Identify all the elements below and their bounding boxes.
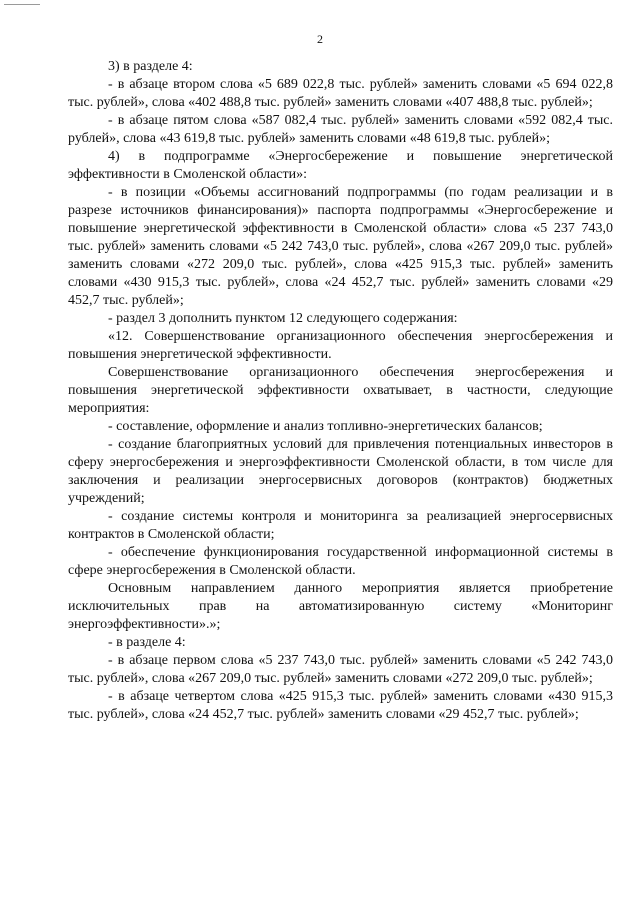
paragraph-subprogram-heading: 4) в подпрограмме «Энергосбережение и повышение энергетической эффективности в Смоленской области»: — [68, 149, 613, 182]
page-number: 2 — [317, 32, 323, 46]
document-body — [68, 58, 613, 724]
paragraph-item12-info-system: - обеспечение функционирования государственной информационной системы в сфере энергосбережения в Смоленской области. — [68, 545, 613, 578]
paragraph-section3-add: - раздел 3 дополнить пунктом 12 следующего содержания: — [108, 311, 458, 326]
paragraph-item12-monitoring: - создание системы контроля и мониторинга за реализацией энергосервисных контрактов в Смоленской области; — [68, 509, 613, 542]
paragraph-item12-title: «12. Совершенствование организационного обеспечения энергосбережения и повышения энергетической эффективности. — [68, 329, 613, 362]
paragraph-section4b-first: - в абзаце первом слова «5 237 743,0 тыс. рублей» заменить словами «5 242 743,0 тыс. рублей», слова «267 209,0 тыс. рублей» заменить словами «272 209,0 тыс. рублей»; — [68, 653, 613, 686]
top-edge-rule — [4, 4, 40, 5]
paragraph-section4b-fourth: - в абзаце четвертом слова «425 915,3 тыс. рублей» заменить словами «430 915,3 тыс. рублей», слова «24 452,7 тыс. рублей» заменить словами «29 452,7 тыс. рублей»; — [68, 689, 613, 722]
paragraph-item12-intro: Совершенствование организационного обеспечения энергосбережения и повышения энергетической эффективности охватывает, в частности, следующие мероприятия: — [68, 365, 613, 416]
paragraph-section4-second: - в абзаце втором слова «5 689 022,8 тыс. рублей» заменить словами «5 694 022,8 тыс. рублей», слова «402 488,8 тыс. рублей» заменить словами «407 488,8 тыс. рублей»; — [68, 77, 613, 110]
paragraph-item12-main-direction: Основным направлением данного мероприятия является приобретение исключительных прав на автоматизированную систему «Мониторинг энергоэффективности».»; — [68, 581, 613, 632]
paragraph-item12-balances: - составление, оформление и анализ топливно-энергетических балансов; — [108, 419, 543, 434]
paragraph-item12-investors: - создание благоприятных условий для привлечения потенциальных инвесторов в сферу энергосбережения и энергоэффективности Смоленской области, в том числе для заключения и реализации энергосервисных договоров (контрактов) бюджетных учреждений; — [68, 437, 613, 506]
paragraph-section4-fifth: - в абзаце пятом слова «587 082,4 тыс. рублей» заменить словами «592 082,4 тыс. рублей», слова «43 619,8 тыс. рублей» заменить словами «48 619,8 тыс. рублей»; — [68, 113, 613, 146]
paragraph-section4-heading: 3) в разделе 4: — [108, 59, 193, 74]
paragraph-section4b-heading: - в разделе 4: — [108, 635, 186, 650]
paragraph-passport-allocations: - в позиции «Объемы ассигнований подпрограммы (по годам реализации и в разрезе источников финансирования)» паспорта подпрограммы «Энергосбережение и повышение энергетической эффективности в Смоленской области» слова «5 237 743,0 тыс. рублей» заменить словами «5 242 743,0 тыс. рублей», слова «267 209,0 тыс. рублей» заменить словами «272 209,0 тыс. рублей», слова «425 915,3 тыс. рублей» заменить словами «430 915,3 тыс. рублей», слова «24 452,7 тыс. рублей» заменить словами «29 452,7 тыс. рублей»; — [68, 185, 613, 308]
